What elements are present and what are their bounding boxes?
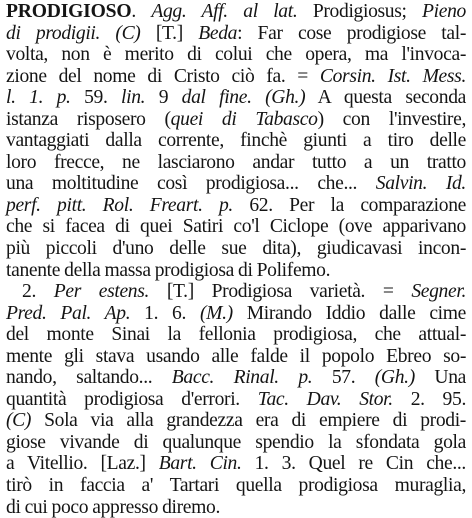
text-line [6,87,466,109]
italic-text: Bacc. Rinal. p. [171,367,313,389]
body-text: . [131,1,152,22]
italic-text: perf. pitt. Rol. Freart. p. [6,194,233,216]
italic-text: quei di Tabasco [170,108,318,130]
body-text: 59. [70,87,122,109]
body-text: di cui poco appresso diremo. [6,496,221,518]
text-line [6,281,466,303]
text-line [6,130,466,152]
italic-text: (Gh.) [374,367,415,389]
body-text: del monte Sinai la fellonia prodigiosa, che attual- [6,324,466,346]
italic-text: Salvin. Id. [375,173,466,195]
italic-text: Pieno [422,1,466,22]
text-line [6,260,466,282]
body-text: 57. [312,367,375,389]
body-text: a Vitellio. [Laz.] [6,453,159,475]
body-text: 1. 6. [130,302,200,324]
italic-text: l. 1. p. [6,87,71,109]
body-text: nando, saltando... [6,367,172,389]
body-text: più piccoli d'uno delle sue dita), giudicavasi incon- [6,238,466,260]
italic-text: Tac. Dav. Stor. [257,388,393,410]
italic-text: Agg. Aff. al lat. [151,1,298,22]
text-line [6,410,466,432]
body-text: tirò in faccia a' Tartari quella prodigiosa muraglia, [6,475,466,497]
body-text: loro frecce, ne lasciarono andar tutto a un tratto [6,151,466,173]
text-line [6,432,466,454]
body-text: istanza risposero ( [6,108,171,130]
italic-text: Per estens. [53,281,150,303]
italic-text: Pred. Pal. Ap. [6,302,131,324]
text-line [6,1,466,23]
text-line [6,367,466,389]
body-text: Sola via alla grandezza era di empiere di prodi- [31,410,466,432]
body-text: vantaggiati dalla corrente, finchè giunti a tiro delle [6,130,466,152]
text-line [6,324,466,346]
italic-text: Bart. Cin. [158,453,242,475]
text-line [6,475,466,497]
text-line [6,66,466,88]
italic-text: di prodigii. (C) [6,22,141,44]
body-text: : Far cose prodigiose tal- [237,22,467,44]
body-text: giose vivande di qualunque spendio la sfondata gola [6,431,466,453]
italic-text: dal fine. (Gh.) [181,87,306,109]
body-text: 62. Per la comparazione [232,194,466,216]
body-text: volta, non è merito di colui che opera, ma l'invoca- [6,44,466,66]
text-line [6,216,466,238]
body-text: 2. [22,281,54,303]
body-text: 9 [145,87,182,109]
body-text: [T.] Prodigiosa varietà. = [149,281,412,303]
text-line [6,238,466,260]
body-text: quantità prodigiosa d'errori. [6,388,258,410]
text-line [6,173,466,195]
body-text: 2. 95. [392,388,466,410]
text-line [6,195,466,217]
body-text: ) con l'investire, [317,108,466,130]
text-line [6,303,466,325]
text-line [6,44,466,66]
body-text: A questa seconda [305,87,466,109]
body-text: che si facea di quei Satiri co'l Ciclope (ove apparivano [6,216,466,238]
body-text: tanente della massa prodigiosa di Polifemo. [6,259,331,281]
body-text: 1. 3. Quel re Cin che... [241,453,466,475]
italic-text: Beda [198,22,238,44]
body-text: Una [414,367,466,389]
body-text: Prodigiosus; [297,1,423,22]
text-line [6,453,466,475]
italic-text: Segner. [411,281,466,303]
italic-text: lin. [121,87,146,109]
text-line [6,109,466,131]
italic-text: Corsin. Ist. Mess. [319,65,466,87]
text-line [6,346,466,368]
italic-text: (C) [6,410,32,432]
text-line [6,152,466,174]
text-line [6,389,466,411]
italic-text: (M.) [199,302,233,324]
body-text: zione del nome di Cristo ciò fa. = [6,65,320,87]
dictionary-entry [6,1,466,518]
body-text: [T.] [140,22,199,44]
text-line [6,23,466,45]
body-text: mente gli stava usando alle falde il popolo Ebreo so- [6,345,466,367]
body-text: una moltitudine così prodigiosa... che... [6,173,376,195]
body-text: Mirando Iddio dalle cime [232,302,467,324]
headword: PRODIGIOSO [6,1,132,22]
text-line [6,497,466,518]
